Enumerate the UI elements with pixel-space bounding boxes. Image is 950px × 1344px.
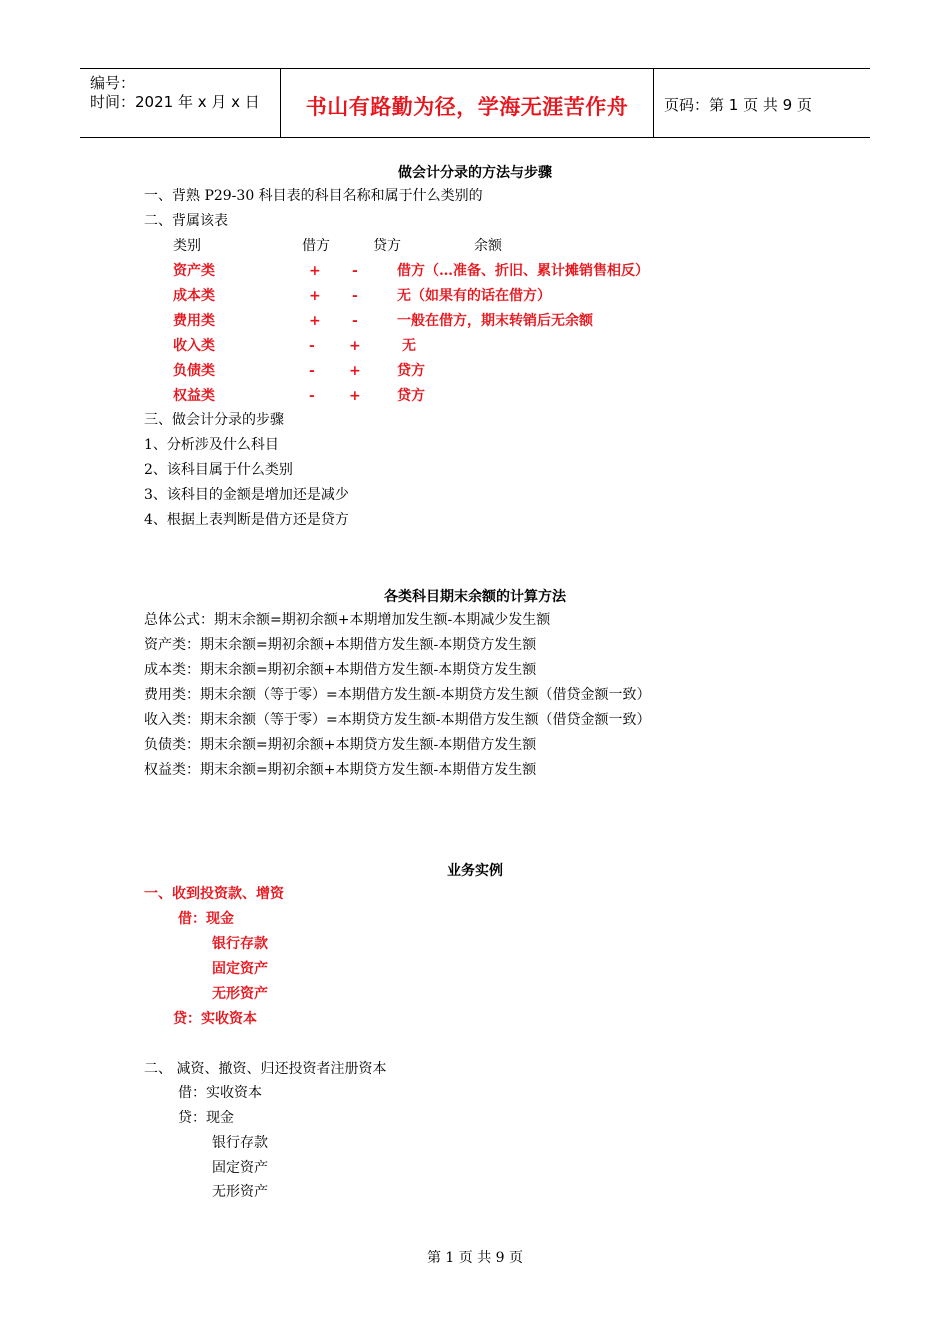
table-row-balance: 一般在借方，期末转销后无余额 [397,313,593,329]
table-row-balance: 无（如果有的话在借方） [397,288,551,304]
section-title-method: 做会计分录的方法与步骤 [398,165,552,181]
example-debit-line: 无形资产 [212,986,268,1002]
header-motto: 书山有路勤为径，学海无涯苦作舟 [305,95,629,119]
table-row-credit: + [349,363,361,379]
header-page-label: 页码：第 1 页 共 9 页 [664,96,812,114]
table-row-credit: - [352,288,358,304]
table-row-category: 资产类 [173,263,215,279]
example-heading: 二、 减资、撤资、归还投资者注册资本 [144,1061,387,1077]
document-date-label: 时间：2021 年 x 月 x 日 [90,93,260,111]
example-credit-line: 银行存款 [212,1135,268,1151]
table-row-category: 权益类 [173,388,215,404]
table-row-debit: + [309,288,321,304]
table-row-credit: + [349,338,361,354]
formula-line: 收入类：期末余额（等于零）=本期贷方发生额-本期借方发生额（借贷金额一致） [144,712,651,728]
example-debit-line: 借：实收资本 [178,1085,262,1101]
table-row-category: 成本类 [173,288,215,304]
formula-line: 费用类：期末余额（等于零）=本期借方发生额-本期贷方发生额（借贷金额一致） [144,687,651,703]
formula-line: 资产类：期末余额=期初余额+本期借方发生额-本期贷方发生额 [144,637,537,653]
table-row-balance: 借方（…准备、折旧、累计摊销售相反） [397,263,649,279]
section-title-examples: 业务实例 [447,863,503,879]
formula-line: 权益类：期末余额=期初余额+本期贷方发生额-本期借方发生额 [144,762,537,778]
table-header-category: 类别 [173,238,201,254]
table-row-debit: + [309,313,321,329]
formula-line: 负债类：期末余额=期初余额+本期贷方发生额-本期借方发生额 [144,737,537,753]
header-page-cell [654,69,870,137]
table-header-debit: 借方 [302,238,330,254]
section-title-balance: 各类科目期末余额的计算方法 [384,589,566,605]
example-debit-line: 固定资产 [212,961,268,977]
step-item: 1、分析涉及什么科目 [144,437,279,453]
table-row-category: 费用类 [173,313,215,329]
steps-title: 三、做会计分录的步骤 [144,412,284,428]
header-motto-cell [281,69,654,137]
formula-line: 成本类：期末余额=期初余额+本期借方发生额-本期贷方发生额 [144,662,537,678]
step-item: 3、该科目的金额是增加还是减少 [144,487,349,503]
example-credit-line: 固定资产 [212,1160,268,1176]
table-row-category: 负债类 [173,363,215,379]
document-header [80,68,870,138]
table-row-debit: - [309,388,315,404]
table-row-debit: + [309,263,321,279]
example-heading: 一、收到投资款、增资 [144,886,284,902]
document-number-label: 编号： [90,74,136,92]
table-row-credit: - [352,263,358,279]
example-debit-line: 借：现金 [178,911,234,927]
formula-line: 总体公式：期末余额=期初余额+本期增加发生额-本期减少发生额 [144,612,551,628]
table-row-debit: - [309,338,315,354]
example-credit-line: 贷：现金 [178,1110,234,1126]
item-1: 一、背熟 P29-30 科目表的科目名称和属于什么类别的 [144,188,483,204]
step-item: 2、该科目属于什么类别 [144,462,293,478]
example-credit-line: 无形资产 [212,1184,268,1200]
header-meta-cell [80,69,281,137]
table-row-credit: - [352,313,358,329]
table-header-credit: 贷方 [373,238,401,254]
table-row-credit: + [349,388,361,404]
table-row-balance: 贷方 [397,363,425,379]
example-credit-line: 贷：实收资本 [173,1011,257,1027]
table-row-balance: 贷方 [397,388,425,404]
item-2: 二、背属该表 [144,213,228,229]
table-row-category: 收入类 [173,338,215,354]
example-debit-line: 银行存款 [212,936,268,952]
table-header-balance: 余额 [474,238,502,254]
step-item: 4、根据上表判断是借方还是贷方 [144,512,349,528]
page-footer: 第 1 页 共 9 页 [426,1250,524,1266]
table-row-balance: 无 [402,338,416,354]
table-row-debit: - [309,363,315,379]
